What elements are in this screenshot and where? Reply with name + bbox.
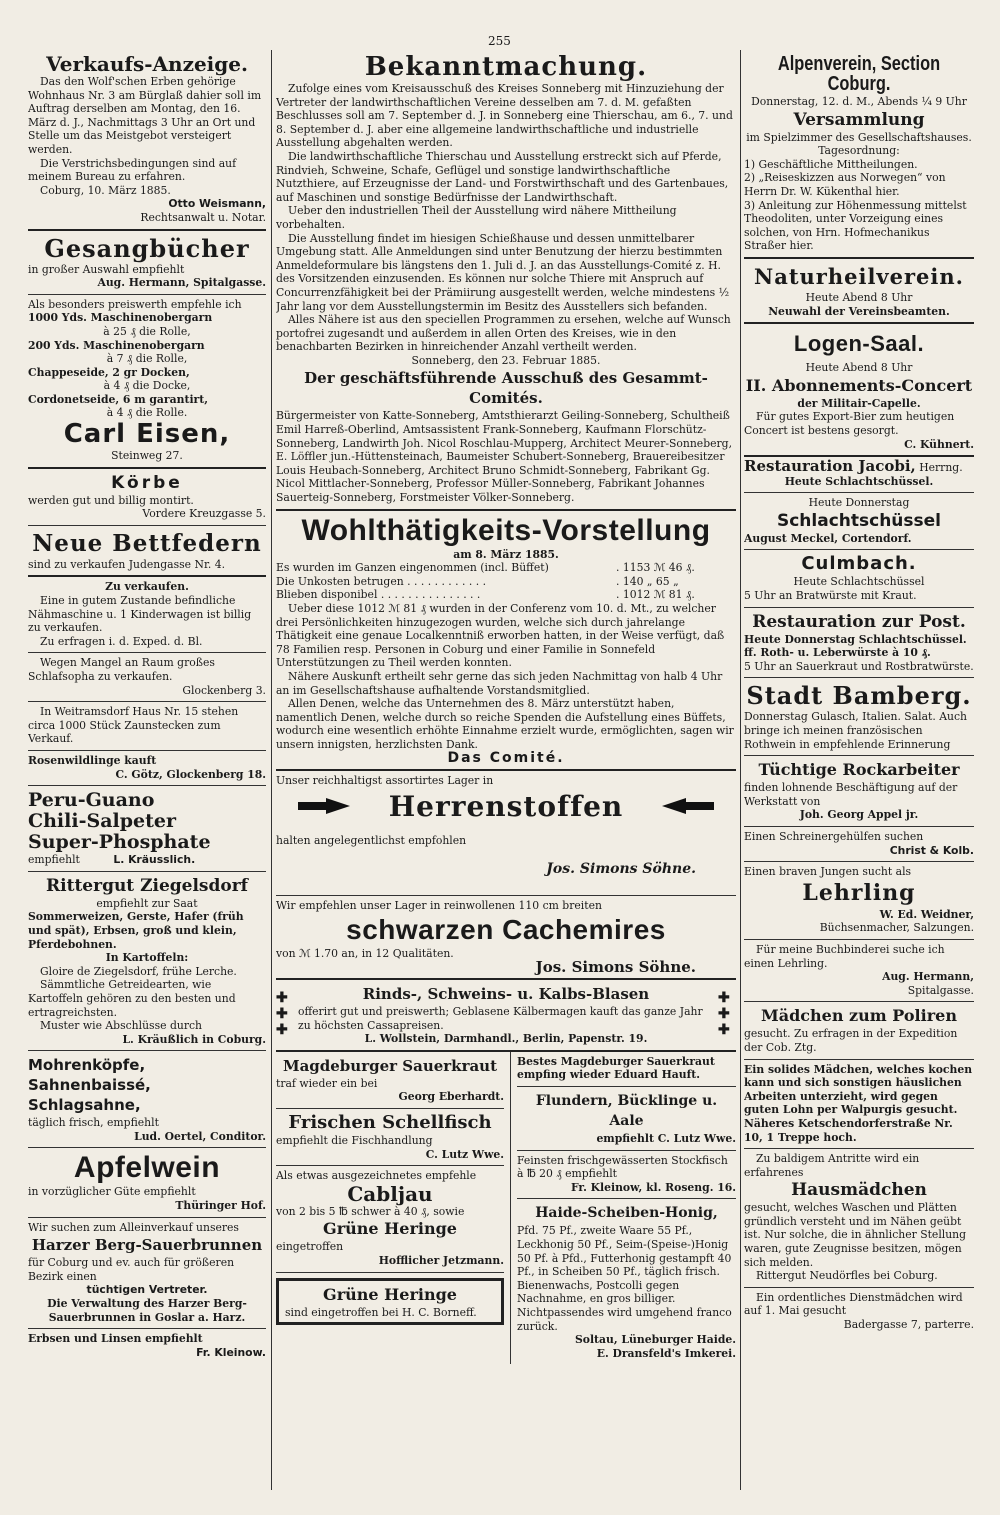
- ad-stockfisch: [517, 1151, 736, 1200]
- ad-verkaufs-anzeige: [28, 50, 266, 231]
- ad-text: Nähere Auskunft ertheilt sehr gerne das sich jeden Nachmittag von halb 4 Uhr an im Gesellschaftshause aufhaltende Vorstandsmitglied.: [276, 669, 723, 697]
- ad-text: Das den Wolf'schen Erben gehörige Wohnhaus Nr. 3 am Bürglaß dahier soll im Auftrag derselben am Montag, den 16. März d. J., Nachmittags 3 Uhr an Ort und Stelle um das Meistgebot versteigert werden.: [28, 75, 262, 156]
- ad-subtitle: am 8. März 1885.: [453, 547, 559, 561]
- ad-text: Alles Nähere ist aus den speciellen Programmen zu ersehen, welche auf Wunsch portofrei zugesandt und außerdem in allen Orten des Kreises, wie in den benachbarten Bezirken in hinreichender Anzahl vertheilt werden.: [276, 313, 731, 354]
- ad-stadt-bamberg: [744, 678, 974, 756]
- ad-text: tüchtigen Vertreter.: [86, 1283, 208, 1297]
- cross-ornament-icon: ✚ ✚ ✚: [718, 990, 730, 1039]
- ad-text: halten angelegentlichst empfohlen: [276, 833, 467, 847]
- ad-title: Körbe: [111, 472, 183, 493]
- ad-signature: Georg Eberhardt.: [398, 1090, 504, 1104]
- ad-text: Sommerweizen, Gerste, Hafer (früh und spät), Erbsen, groß und klein, Pferdebohnen.: [28, 910, 244, 951]
- ad-text: Zu erfragen i. d. Exped. d. Bl.: [40, 634, 203, 648]
- ad-text: gesucht. Zu erfragen in der Expedition der Cob. Ztg.: [744, 1027, 958, 1054]
- ad-erbsen: [28, 1329, 266, 1363]
- ad-signature: L. Kräußlich in Coburg.: [122, 1032, 266, 1046]
- ad-title: Restauration zur Post.: [752, 611, 966, 632]
- ad-text: Ueber diese 1012 ℳ 81 ₰ wurden in der Conferenz vom 10. d. Mt., zu welcher drei Persönlichkeiten hinzugezogen wurden, welche sich durch jahrelange Thätigkeit eine genaue Localkenntniß erworben hatten, in der Weise verfügt, daß 78 Familien resp. Personen in Coburg und einer Familie in Sonnefeld Unterstützungen zu Theil werden konnten.: [276, 602, 725, 670]
- ad-text: Ein ordentliches Dienstmädchen wird auf 1. Mai gesucht: [744, 1290, 963, 1318]
- ad-text: ff. Roth- u. Leberwürste à 10 ₰.: [744, 646, 931, 660]
- ad-title: Herrenstoffen: [388, 789, 624, 823]
- ad-signature: August Meckel, Cortendorf.: [744, 531, 912, 545]
- ad-cachemires: [276, 896, 736, 980]
- ad-signature: Fr. Kleinow, kl. Roseng. 16.: [570, 1180, 736, 1194]
- ad-cabljau: [276, 1166, 504, 1272]
- ad-gruene-heringe: [276, 1273, 504, 1332]
- ad-title: Alpenverein, Section Coburg.: [777, 53, 941, 95]
- ad-text: Cordonetseide, 6 m garantirt,: [28, 392, 208, 406]
- agenda-item: 1) Geschäftliche Mittheilungen.: [744, 157, 918, 171]
- ad-dienstmaedchen: [744, 1288, 974, 1336]
- ad-text: Donnerstag, 12. d. M., Abends ¼ 9 Uhr: [751, 95, 967, 108]
- ad-hausmaedchen: [744, 1149, 974, 1288]
- ad-text: Heute Abend 8 Uhr: [805, 361, 913, 375]
- ad-text: 5 Uhr an Bratwürste mit Kraut.: [744, 589, 917, 603]
- ad-text: werden gut und billig montirt.: [28, 493, 194, 507]
- ad-text: Heute Abend 8 Uhr: [805, 290, 913, 304]
- ad-carl-eisen: [28, 295, 266, 469]
- ad-text: Unser reichhaltigst assortirtes Lager in: [276, 774, 494, 788]
- ad-signature: Die Verwaltung des Harzer Berg-Sauerbrunnen in Goslar a. Harz.: [47, 1297, 247, 1324]
- ad-text: der Militair-Capelle.: [797, 396, 921, 410]
- ad-text: à ℔ 20 ₰ empfiehlt: [517, 1167, 618, 1181]
- ad-blasen: [276, 980, 736, 1052]
- ad-signature: Joh. Georg Appel jr.: [799, 808, 919, 822]
- cross-ornament-icon: ✚ ✚ ✚: [276, 990, 288, 1039]
- ad-text: traf wieder ein bei: [276, 1076, 378, 1090]
- ad-text: Vordere Kreuzgasse 5.: [142, 507, 266, 521]
- ad-logen-saal: [744, 324, 974, 457]
- ad-text: Als besonders preiswerth empfehle ich: [28, 297, 242, 311]
- ad-text: Für gutes Export-Bier zum heutigen Concert ist bestens gesorgt.: [744, 410, 955, 437]
- column-middle: [276, 50, 736, 1364]
- column-right: [744, 50, 974, 1336]
- ad-text: von 2 bis 5 ℔ schwer à 40 ₰, sowie: [276, 1204, 465, 1218]
- ad-schlachtschuessel: [744, 493, 974, 550]
- column-left: [28, 50, 266, 1363]
- ad-gesangbuecher: [28, 231, 266, 295]
- ad-text: empfiehlt die Fischhandlung: [276, 1134, 433, 1148]
- bottom-ads-left: [276, 1052, 504, 1365]
- ad-guano: [28, 786, 266, 872]
- pointing-hand-left-icon: [660, 796, 716, 816]
- accounts-label: Blieben disponibel . . . . . . . . . . . . . . .: [276, 588, 481, 602]
- ad-text: sind zu verkaufen Judengasse Nr. 4.: [28, 557, 226, 571]
- ad-text: täglich frisch, empfiehlt: [28, 1116, 159, 1130]
- ad-address: Badergasse 7, parterre.: [843, 1318, 974, 1332]
- ad-text: Als etwas ausgezeichnetes empfehle: [276, 1169, 477, 1183]
- ad-apfelwein: [28, 1148, 266, 1217]
- ad-bekanntmachung: [276, 50, 736, 511]
- ad-bettfedern: [28, 526, 266, 578]
- ad-text: empfiehlt: [28, 853, 80, 867]
- ad-text: Chappeseide, 2 gr Docken,: [28, 365, 190, 379]
- ad-text: Herrng.: [919, 461, 963, 475]
- ad-schellfisch: [276, 1109, 504, 1166]
- ad-signature: Soltau, Lüneburger Haide.: [574, 1333, 736, 1347]
- ad-text: Ein solides Mädchen, welches kochen kann und sich sonstigen häuslichen Arbeiten unterzieht, wird gegen guten Lohn per Walpurgis gesucht. Näheres Ketschendorferstraße Nr. 10, 1 Treppe hoch.: [744, 1062, 973, 1144]
- ad-schreiner: [744, 827, 974, 862]
- ad-text: Muster wie Abschlüsse durch: [40, 1019, 202, 1033]
- ad-signature: Das Comité.: [447, 749, 565, 766]
- ad-signature: Carl Eisen,: [63, 419, 231, 450]
- agenda-item: 3) Anleitung zur Höhenmessung mittelst Theodoliten, unter Vorzeigung eines solchen, von Hrn. Hofmechanikus Straßer hier.: [744, 198, 967, 253]
- ad-text: Wir empfehlen unser Lager in reinwollenen 110 cm breiten: [276, 899, 602, 913]
- ad-zu-verkaufen: [28, 577, 266, 653]
- ad-schlafsopha: [28, 653, 266, 702]
- bottom-ads-right: [517, 1052, 736, 1365]
- ad-text: Gloire de Ziegelsdorf, frühe Lerche.: [40, 964, 237, 978]
- ad-signature: Lud. Oertel, Conditor.: [134, 1129, 266, 1143]
- ad-jacobi: [744, 457, 974, 493]
- ad-date: Coburg, 10. März 1885.: [40, 183, 171, 197]
- ad-text: Feinsten frischgewässerten Stockfisch: [517, 1153, 728, 1167]
- ad-text: Allen Denen, welche das Unternehmen des 8. März unterstützt haben, namentlich Denen, welche durch so reiche Spenden die Aufstellung eines Büffets, wodurch eine wesentlich erhöhte Einnahme erzielt wurde, ermöglichten, sagen wir unsern innigsten, herzlichsten Dank.: [276, 697, 734, 751]
- column-rule: [740, 50, 741, 1490]
- ad-rosenwildlinge: [28, 751, 266, 786]
- ad-text: à 4 ₰ die Docke,: [103, 379, 191, 393]
- ad-signature-title: Der geschäftsführende Ausschuß des Gesammt-Comités.: [304, 369, 708, 408]
- ad-text: empfiehlt zur Saat: [96, 896, 198, 910]
- ad-text: in vorzüglicher Güte empfiehlt: [28, 1185, 196, 1199]
- ad-text: Wir suchen zum Alleinverkauf unseres: [28, 1220, 239, 1234]
- ad-signature: Thüringer Hof.: [175, 1199, 266, 1213]
- ad-title: Stadt Bamberg.: [746, 681, 972, 711]
- ad-address: Glockenberg 3.: [182, 683, 266, 697]
- ad-signature: Otto Weismann,: [168, 197, 266, 211]
- ad-title: Wohlthätigkeits-Vorstellung: [301, 513, 711, 547]
- herrenstoffen-row: [276, 788, 736, 834]
- ad-text: Wegen Mangel an Raum großes Schlafsopha zu verkaufen.: [28, 656, 215, 683]
- ad-text: à 25 ₰ die Rolle,: [103, 324, 191, 338]
- ad-text: Pfd. 75 Pf., zweite Waare 55 Pf., Leckhonig 50 Pf., Seim-(Speise-)Honig 50 Pf. à Pfd., Futterhonig gestampft 40 Pf., in Scheiben 50 Pf., täglich frisch. Bienenwachs, Postcolli gegen Nachnahme, en gros billiger. Nichtpassendes wird umgehend franco zurück.: [517, 1224, 732, 1333]
- ad-title: Lehrling: [802, 879, 916, 906]
- ad-signature: C. Götz, Glockenberg 18.: [115, 767, 266, 781]
- column-rule: [510, 1052, 511, 1365]
- ad-flundern: [517, 1087, 736, 1151]
- ad-text: Für meine Buchbinderei suche ich einen Lehrling.: [744, 942, 945, 970]
- ad-signature: Rittergut Neudörfles bei Coburg.: [756, 1269, 938, 1283]
- ad-address: Steinweg 27.: [111, 449, 183, 463]
- ad-date: Sonneberg, den 23. Februar 1885.: [411, 353, 601, 367]
- ad-naturheilverein: [744, 259, 974, 324]
- pointing-hand-right-icon: [296, 796, 352, 816]
- ad-signature: W. Ed. Weidner,: [879, 907, 974, 921]
- ad-text: eingetroffen: [276, 1240, 344, 1254]
- ad-text: 200 Yds. Maschinenobergarn: [28, 338, 205, 352]
- ad-title: Schlachtschüssel: [776, 510, 942, 531]
- ad-text: Eine in gutem Zustande befindliche Nähmaschine u. 1 Kinderwagen ist billig zu verkaufen.: [28, 594, 252, 635]
- ad-title: Peru-Guano: [28, 789, 155, 812]
- ad-title: Logen-Saal.: [793, 331, 925, 357]
- ad-text: Einen braven Jungen sucht als: [744, 865, 912, 879]
- ad-title: Magdeburger Sauerkraut: [282, 1056, 498, 1075]
- ad-text: à 4 ₰ die Rolle.: [106, 406, 188, 420]
- ad-title: Frischen Schellfisch: [288, 1112, 492, 1134]
- ad-title: II. Abonnements-Concert: [745, 375, 973, 395]
- accounts-label: Die Unkosten betrugen . . . . . . . . . . . .: [276, 574, 487, 588]
- ad-signature: Fr. Kleinow.: [196, 1345, 266, 1359]
- ad-signature-role: Büchsenmacher, Salzungen.: [819, 921, 974, 935]
- ad-title: Haide-Scheiben-Honig,: [535, 1205, 718, 1222]
- agenda-item: 2) „Reiseskizzen aus Norwegen“ von Herrn Dr. W. Kükenthal hier.: [744, 171, 946, 198]
- bottom-ads-grid: [276, 1052, 736, 1365]
- ad-herrenstoffen: [276, 771, 736, 896]
- ad-title: Gesangbücher: [44, 233, 250, 263]
- ad-title: Apfelwein: [73, 1151, 221, 1185]
- ad-title: schwarzen Cachemires: [346, 913, 666, 945]
- ad-text: finden lohnende Beschäftigung auf der Werkstatt von: [744, 781, 958, 808]
- ad-title: Restauration Jacobi,: [744, 457, 916, 476]
- ad-title: Mohrenköpfe, Sahnenbaissé, Schlagsahne,: [28, 1056, 151, 1115]
- ad-signature: L. Wollstein, Darmhandl., Berlin, Papenstr. 19.: [364, 1032, 648, 1046]
- ad-text: von ℳ 1.70 an, in 12 Qualitäten.: [276, 946, 454, 960]
- ad-signature: E. Dransfeld's Imkerei.: [596, 1346, 736, 1360]
- ad-text: gesucht, welches Waschen und Plätten gründlich versteht und im Nähen geübt ist. Nur solche, die in ähnlicher Stellung waren, gute Zeugnisse besitzen, mögen sich melden.: [744, 1201, 967, 1269]
- ad-signature: C. Lutz Wwe.: [425, 1147, 504, 1161]
- accounts-value: . 1012 ℳ 81 ₰.: [616, 588, 695, 602]
- ad-text: offerirt gut und preiswerth; Geblasene Kälbermagen kauft das ganze Jahr zu höchsten Cassapreisen.: [298, 1005, 703, 1032]
- ad-signature: L. Kräusslich.: [113, 853, 196, 867]
- ad-sauerkraut-hauft: [517, 1052, 736, 1087]
- ad-signature: empfiehlt C. Lutz Wwe.: [596, 1132, 736, 1146]
- ad-text: Die Verstrichsbedingungen sind auf meinem Bureau zu erfahren.: [28, 156, 237, 184]
- ad-text: Bestes Magdeburger Sauerkraut empfing wieder Eduard Hauft.: [517, 1054, 715, 1082]
- ad-text: Heute Donnerstag Schlachtschüssel.: [744, 632, 967, 646]
- ad-title: Naturheilverein.: [754, 263, 964, 289]
- ad-text: Donnerstag Gulasch, Italien. Salat. Auch bringe ich meinen französischen Rothwein in empfehlende Erinnerung: [744, 710, 967, 751]
- ad-signature: Jos. Simons Söhne.: [546, 861, 696, 878]
- ad-signature-role: Rechtsanwalt u. Notar.: [140, 210, 266, 224]
- ad-text: Heute Schlachtschüssel: [793, 575, 925, 589]
- ad-text: Ueber den industriellen Theil der Ausstellung wird nähere Mittheilung vorbehalten.: [276, 204, 677, 231]
- ad-title: Tüchtige Rockarbeiter: [758, 760, 960, 780]
- accounts-label: Es wurden im Ganzen eingenommen (incl. Büffet): [276, 561, 549, 575]
- ad-title: Verkaufs-Anzeige.: [46, 52, 248, 76]
- ad-text: im Spielzimmer des Gesellschaftshauses.: [746, 130, 972, 144]
- ad-alpenverein: [744, 50, 974, 259]
- ad-rittergut: [28, 872, 266, 1052]
- ad-title: Neue Bettfedern: [32, 529, 262, 557]
- ad-title: Super-Phosphate: [28, 831, 211, 854]
- ad-text: Rosenwildlinge kauft: [28, 753, 157, 767]
- ad-maedchen: [744, 1060, 974, 1150]
- ad-rockarbeiter: [744, 756, 974, 827]
- accounts-row: [276, 575, 736, 589]
- ad-text: Heute Schlachtschüssel.: [784, 474, 934, 488]
- ad-harzer: [28, 1218, 266, 1330]
- ad-signature: Bürgermeister von Katte-Sonneberg, Amtsthierarzt Geiling-Sonneberg, Schultheiß Emil Harreß-Oberlind, Amtsassistent Frank-Sonneberg, Kaufmann Florschütz-Sonneberg, Landwirth Joh. Nicol Roschlau-Mupperg, Architect Meurer-Sonneberg, E. Löffler jun.-Hüttensteinach, Baumeister Schubert-Sonneberg, Brauereibesitzer Louis Heubach-Sonneberg, Architect Bruno Schmidt-Sonneberg, Fabrikant Gg. Nicol Mittlacher-Sonneberg, Professor Müller-Sonneberg, Fabrikant Johannes Sauerteig-Sonneberg, Forstmeister Völker-Sonneberg.: [276, 409, 732, 505]
- ad-signature: Christ & Kolb.: [889, 843, 974, 857]
- ad-text: Zu baldigem Antritte wird ein erfahrenes: [744, 1152, 920, 1179]
- ad-text: 5 Uhr an Sauerkraut und Rostbratwürste.: [744, 659, 974, 673]
- ad-wohlthaetigkeit: [276, 511, 736, 772]
- ad-text: für Coburg und ev. auch für größeren Bezirk einen: [28, 1256, 235, 1283]
- ad-mohrenkoepfe: [28, 1051, 266, 1148]
- ad-title: Cabljau: [347, 1181, 433, 1206]
- accounts-value: . 1153 ℳ 46 ₰.: [616, 561, 695, 575]
- ad-title: Flundern, Bücklinge u. Aale: [535, 1093, 718, 1130]
- ad-buchbinderei: [744, 940, 974, 1002]
- ad-zaunstecken: [28, 702, 266, 751]
- accounts-value: . 140 „ 65 „: [616, 574, 679, 588]
- accounts-row: [276, 588, 736, 602]
- ad-title: Chili-Salpeter: [28, 810, 176, 833]
- ad-text: Heute Donnerstag: [808, 496, 910, 510]
- ad-polieren: [744, 1002, 974, 1059]
- ad-text: Erbsen und Linsen empfiehlt: [28, 1332, 203, 1346]
- accounts-row: [276, 561, 736, 575]
- ad-title: Grüne Heringe: [323, 1219, 457, 1239]
- ad-text: Einen Schreinergehülfen suchen: [744, 830, 924, 843]
- ad-title: Culmbach.: [801, 553, 917, 575]
- ad-zur-post: [744, 608, 974, 679]
- ad-text: Sämmtliche Getreidearten, wie Kartoffeln gehören zu den besten und ertragreichsten.: [28, 978, 236, 1019]
- ad-signature: C. Kühnert.: [904, 437, 974, 451]
- ad-signature: Aug. Hermann, Spitalgasse.: [97, 276, 266, 290]
- ad-koerbe: [28, 469, 266, 526]
- ad-text: 1000 Yds. Maschinenobergarn: [28, 311, 213, 325]
- ad-text: à 7 ₰ die Rolle,: [106, 352, 188, 366]
- ad-text: Die Ausstellung findet im hiesigen Schießhause und dessen unmittelbarer Umgebung statt. Alle Anmeldungen sind unter Benutzung der hierzu bestimmten Anmeldeformulare bis längstens den 1. Juli d. J. an das Ausstellungs-Comité z. H. des Vorsitzenden einzusenden. Es können nur solche Thiere mit Anspruch auf Concurrenzfähigkeit bei der Prämiirung ausgestellt werden, welche mindestens ½ Jahr lang vor dem Ausstellungstermin im Besitz des Ausstellers sich befanden.: [276, 231, 730, 313]
- ad-title: Grüne Heringe: [323, 1284, 457, 1304]
- ad-title: Versammlung: [793, 109, 925, 130]
- ad-title: Bekanntmachung.: [364, 52, 648, 82]
- ad-text: in großer Auswahl empfiehlt: [28, 262, 185, 276]
- ad-text: In Weitramsdorf Haus Nr. 15 stehen circa 1000 Stück Zaunstecken zum Verkauf.: [28, 705, 239, 746]
- ad-text: Die landwirthschaftliche Thierschau und Ausstellung erstreckt sich auf Pferde, Rindvieh, Schweine, Schafe, Geflügel und sonstige landwirthschaftliche Nutzthiere, auf Erzeugnisse der Land- und Forstwirthschaft und des Gartenbaues, auf Maschinen und sonstige Bedürfnisse der Landwirthschaft.: [276, 149, 729, 204]
- ad-text: In Kartoffeln:: [105, 951, 189, 965]
- column-rule: [271, 50, 272, 1490]
- ad-title: Hausmädchen: [791, 1180, 927, 1201]
- ad-title: Harzer Berg-Sauerbrunnen: [31, 1236, 263, 1255]
- ad-text: Neuwahl der Vereinsbeamten.: [768, 304, 950, 318]
- ad-lehrling: [744, 862, 974, 940]
- ad-title: Rittergut Ziegelsdorf: [46, 875, 248, 896]
- ad-text: Zufolge eines vom Kreisausschuß des Kreises Sonneberg mit Hinzuziehung der Vertreter der landwirthschaftlichen Vereine desselben am 7. d. M. gefaßten Beschlusses soll am 7. September d. J. in Sonneberg eine Thierschau, am 6., 7. und 8. September d. J. aber eine allgemeine landwirthschaftliche und industrielle Ausstellung abgehalten werden.: [276, 82, 733, 150]
- ad-title: Mädchen zum Poliren: [761, 1006, 957, 1026]
- ad-culmbach: [744, 550, 974, 607]
- accounts-table: [276, 561, 736, 602]
- ad-title: Zu verkaufen.: [105, 580, 189, 594]
- ad-text: sind eingetroffen bei H. C. Borneff.: [285, 1305, 477, 1319]
- ad-text: Tagesordnung:: [818, 144, 900, 158]
- ad-signature: Jos. Simons Söhne.: [535, 957, 696, 976]
- ad-honig: [517, 1199, 736, 1364]
- ad-address: Spitalgasse.: [907, 983, 974, 997]
- page-number: 255: [488, 34, 511, 48]
- ad-title: Rinds-, Schweins- u. Kalbs-Blasen: [362, 985, 650, 1004]
- ad-sauerkraut-eberhardt: [276, 1052, 504, 1109]
- ad-signature: Hofflicher Jetzmann.: [378, 1254, 504, 1268]
- ad-signature: Aug. Hermann,: [882, 970, 974, 984]
